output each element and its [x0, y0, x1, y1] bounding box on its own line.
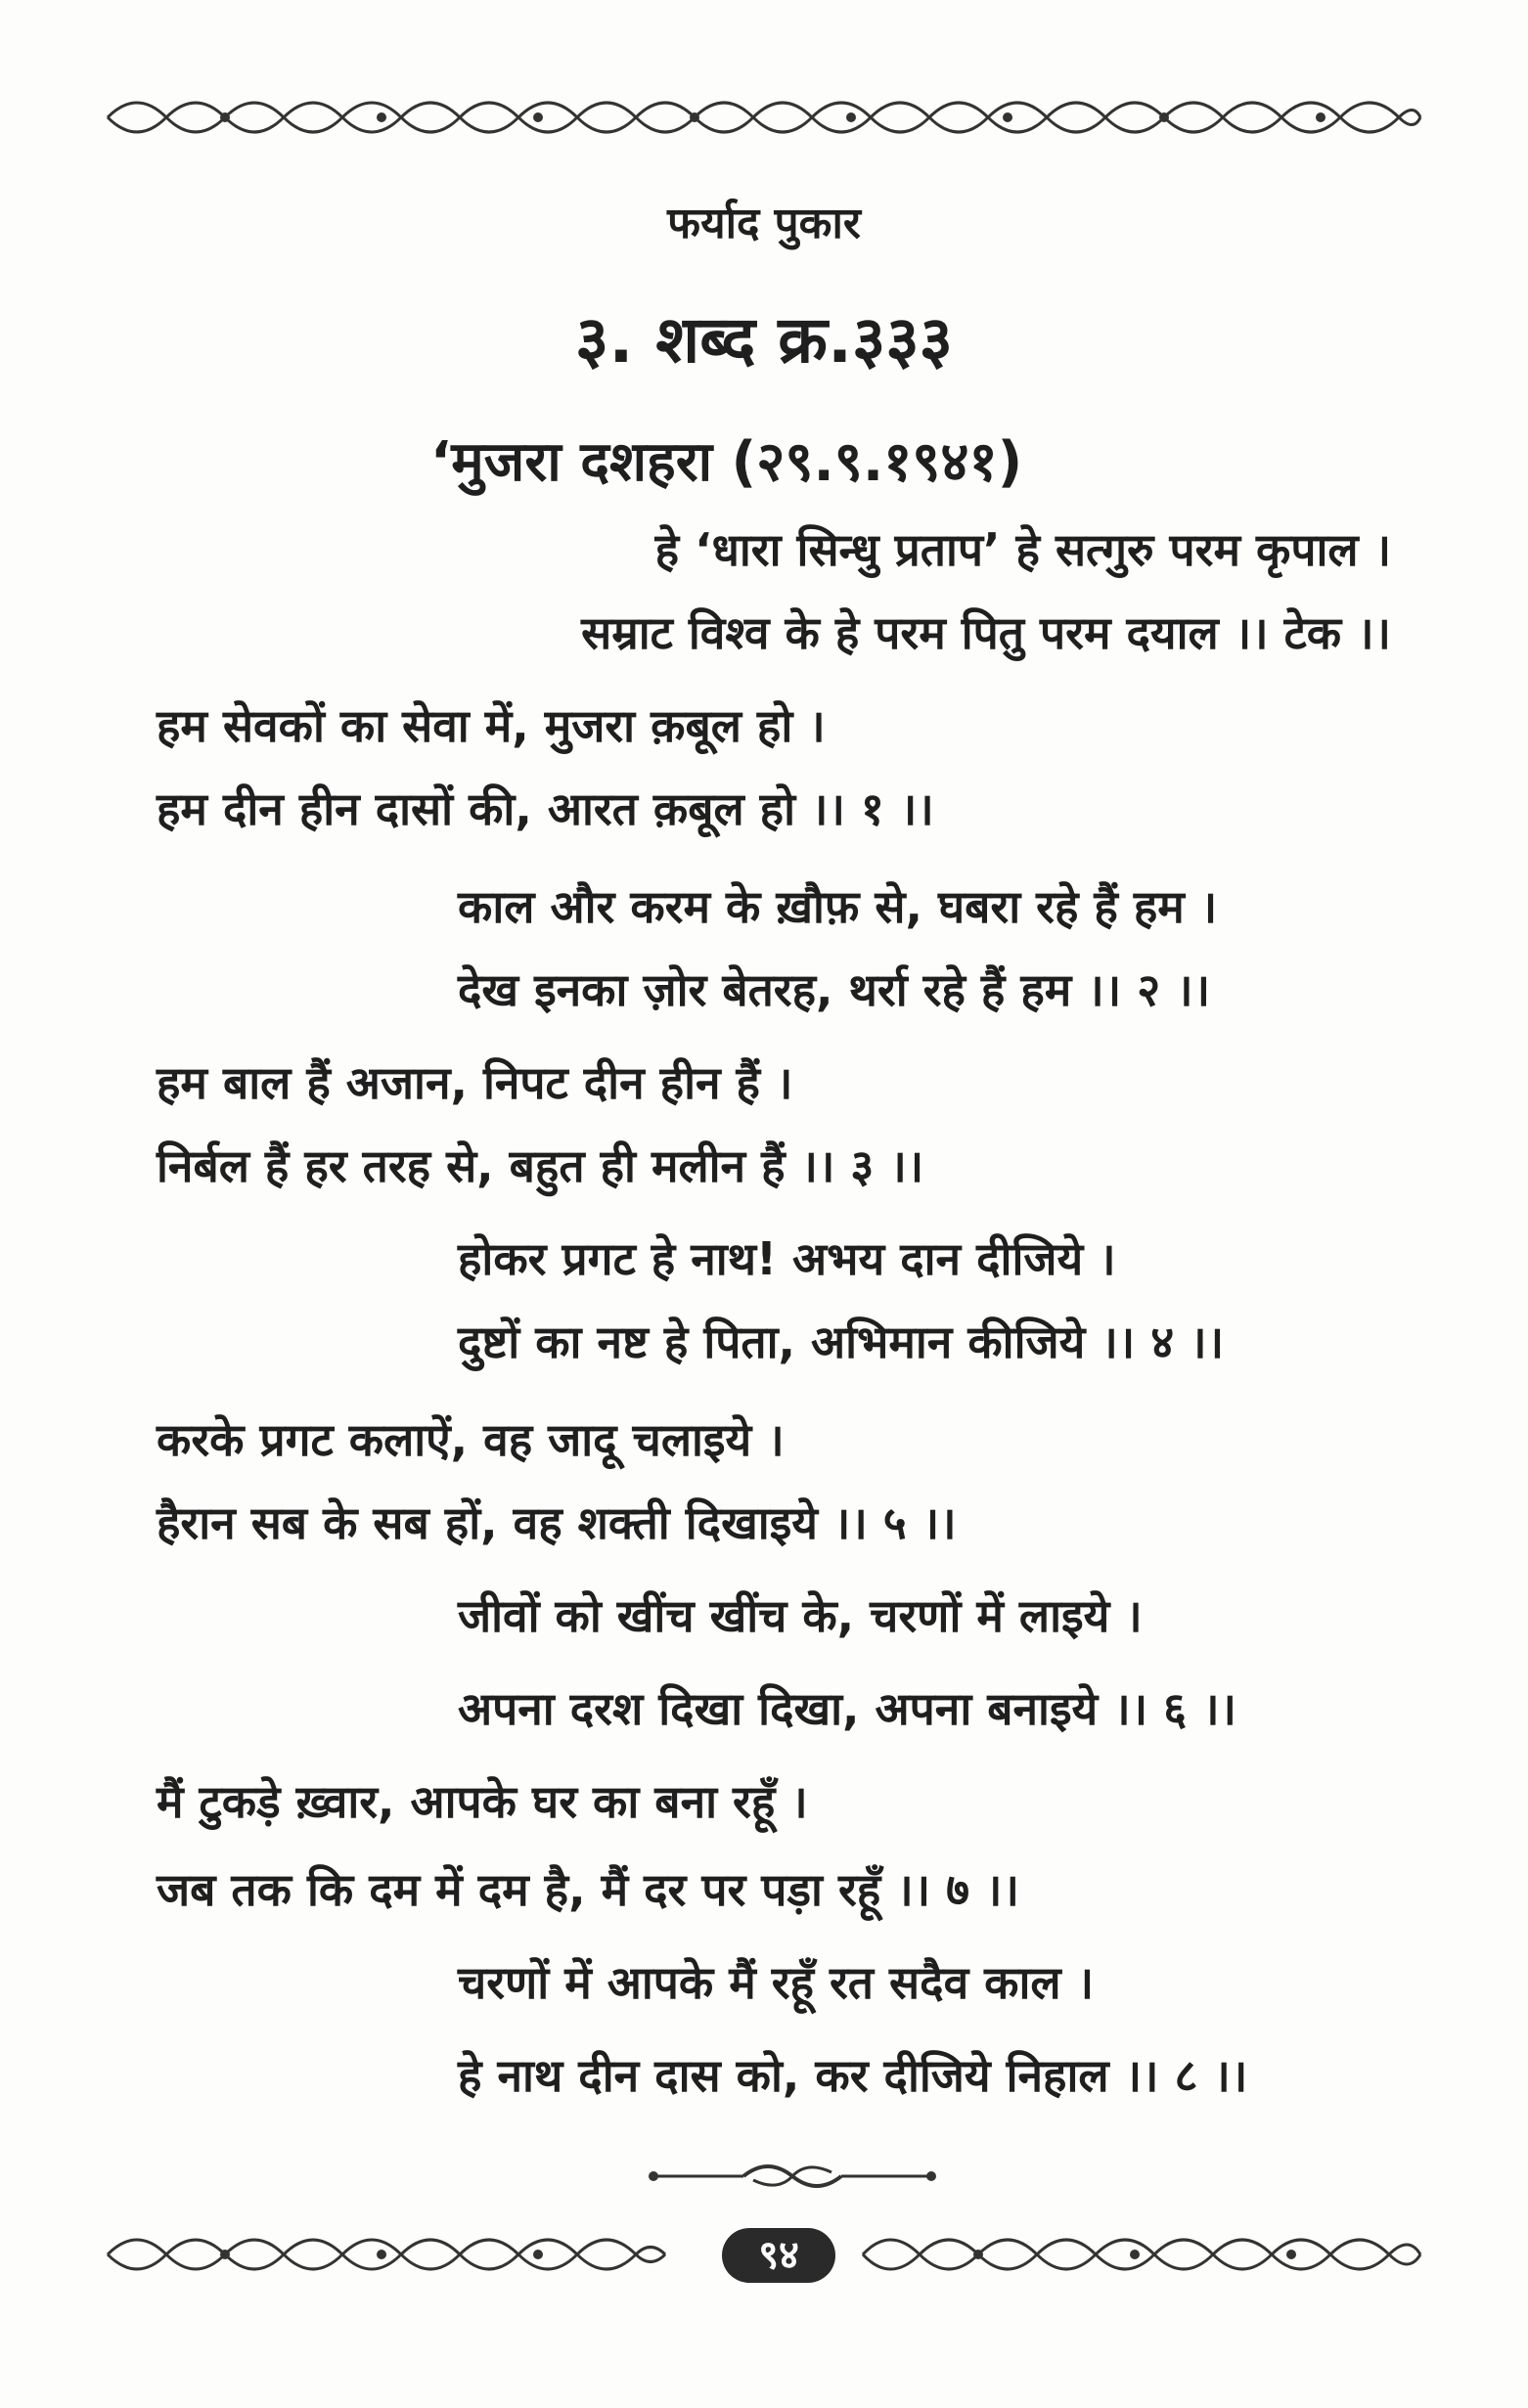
refrain-line: हे ‘धारा सिन्धु प्रताप’ हे सत्गुरु परम कृपाल ।	[654, 523, 1391, 576]
top-ornament-border	[98, 78, 1430, 156]
verse-line: अपना दरश दिखा दिखा, अपना बनाइये ।। ६ ।।	[458, 1682, 1236, 1735]
verse-line: होकर प्रगट हे नाथ! अभय दान दीजिये ।	[458, 1232, 1116, 1285]
page-number: ९४	[722, 2228, 835, 2283]
flourish-icon	[646, 2157, 939, 2196]
verse-line: काल और करम के ख़ौफ़ से, घबरा रहे हैं हम ।	[458, 880, 1218, 933]
verse-line: मैं टुकड़े ख़्वार, आपके घर का बना रहूँ ।	[157, 1775, 808, 1828]
verse-line: हम बाल हैं अजान, निपट दीन हीन हैं ।	[157, 1056, 793, 1109]
verse-line: जीवों को खींच खींच के, चरणों में लाइये ।	[458, 1589, 1143, 1642]
verse-line: हम दीन हीन दासों की, आरत क़बूल हो ।। १ ।।	[157, 782, 934, 835]
verse-line: हम सेवकों का सेवा में, मुजरा क़बूल हो ।	[157, 699, 826, 752]
verse-line: करके प्रगट कलाऐं, वह जादू चलाइये ।	[157, 1413, 785, 1466]
verse-line: जब तक कि दम में दम है, मैं दर पर पड़ा रहूँ ।। ७ ।।	[157, 1863, 1019, 1916]
flourish-divider	[646, 2157, 939, 2196]
verse-line: निर्बल हैं हर तरह से, बहुत ही मलीन हैं ।। ३ ।।	[157, 1139, 924, 1192]
verse-line: चरणों में आपके मैं रहूँ रत सदैव काल ।	[458, 1956, 1095, 2009]
verse-line: देख इनका ज़ोर बेतरह, थर्रा रहे हैं हम ।। २ ।।	[458, 963, 1210, 1016]
verse-line: हैरान सब के सब हों, वह शक्ती दिखाइये ।। ५ ।।	[157, 1496, 957, 1549]
refrain-line: सम्राट विश्व के हे परम पितु परम दयाल ।। टेक ।।	[581, 606, 1391, 659]
section-subtitle: फर्याद पुकार	[667, 199, 861, 248]
verse-line: हे नाथ दीन दास को, कर दीजिये निहाल ।। ८ ।।	[458, 2049, 1248, 2102]
verse-line: दुष्टों का नष्ट हे पिता, अभिमान कीजिये ।। ४ ।।	[458, 1315, 1225, 1368]
page-title: ३. शब्द क्र.३३३	[575, 302, 953, 378]
floral-border-icon	[98, 78, 1430, 156]
occasion-heading: ‘मुजरा दशहरा (२९.९.१९४१)	[430, 430, 1023, 494]
